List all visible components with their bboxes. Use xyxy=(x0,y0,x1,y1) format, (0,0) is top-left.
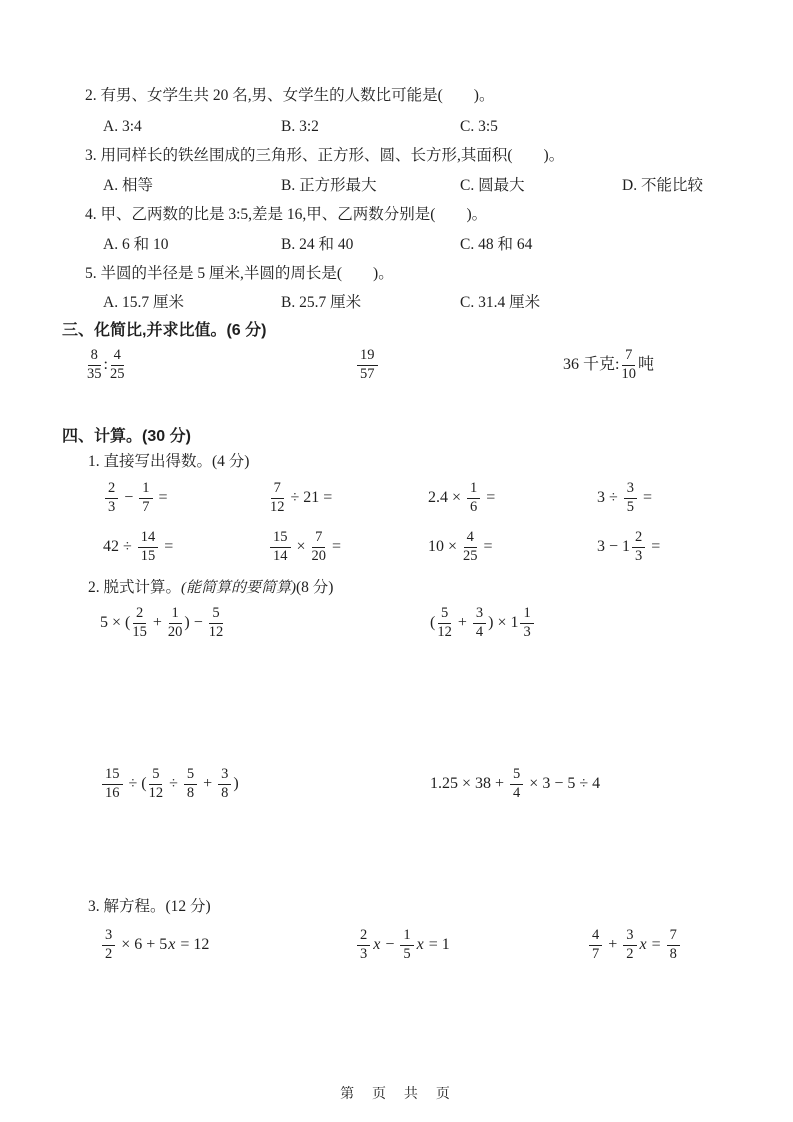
fraction xyxy=(132,606,147,641)
equation-item-1: $\frac{3}{2}$ × 6 + 5x = 12 xyxy=(100,923,209,967)
fraction xyxy=(632,530,645,565)
fraction xyxy=(209,606,224,641)
fraction-denominator: 12 xyxy=(208,624,224,641)
calc-item-4: 3 ÷ $\frac{3}{5}$ = xyxy=(597,479,653,516)
question-2-options xyxy=(0,117,793,139)
fraction xyxy=(357,928,370,963)
fraction-numerator: 14 xyxy=(138,530,159,548)
fraction-denominator: 7 xyxy=(592,946,600,963)
calc-item-5: 42 ÷ $\frac{14}{15}$ = xyxy=(103,528,174,565)
question-4-options xyxy=(0,235,793,257)
fraction-denominator: 3 xyxy=(360,946,368,963)
fraction xyxy=(270,530,291,565)
fraction xyxy=(437,606,452,641)
fraction-denominator: 5 xyxy=(626,499,635,516)
question-5-options xyxy=(0,293,793,315)
variable-x: x xyxy=(168,936,176,953)
fraction xyxy=(149,767,164,802)
fraction-numerator: 2 xyxy=(105,481,118,499)
variable-x: x xyxy=(639,936,647,953)
option-b: B. 正方形最大 xyxy=(281,177,377,194)
page-footer: 第 页 共 页 xyxy=(340,1085,453,1101)
ratio-item-3: 36 千克: $\frac{7}{10}$ 吨 xyxy=(563,346,654,383)
fraction xyxy=(400,928,413,963)
fraction xyxy=(168,606,183,641)
fraction-denominator: 15 xyxy=(132,624,147,641)
option-b: B. 3:2 xyxy=(281,118,319,135)
question-5-text: 5. 半圆的半径是 5 厘米,半圆的周长是( )。 xyxy=(85,265,394,282)
fraction xyxy=(312,530,327,565)
fraction-numerator: 3 xyxy=(218,767,231,785)
fraction-denominator: 20 xyxy=(167,624,183,641)
fraction-numerator: 5 xyxy=(149,767,162,785)
option-c: C. 3:5 xyxy=(460,118,498,135)
fraction-numerator: 4 xyxy=(589,928,602,946)
fraction-numerator: 1 xyxy=(520,606,533,624)
fraction xyxy=(110,348,125,383)
fraction xyxy=(473,606,486,641)
fraction-numerator: 1 xyxy=(139,481,152,499)
fraction-denominator: 8 xyxy=(221,785,229,802)
option-a: A. 3:4 xyxy=(103,118,142,135)
fraction-denominator: 4 xyxy=(475,624,484,641)
option-c: C. 31.4 厘米 xyxy=(460,294,541,311)
fraction xyxy=(218,767,231,802)
sub2-heading-note: (能简算的要简算) xyxy=(181,580,297,596)
fraction-denominator: 25 xyxy=(463,548,478,565)
fraction xyxy=(589,928,602,963)
fraction-numerator: 5 xyxy=(209,606,222,624)
tuoshi-item-1: 5 × ( $\frac{2}{15}$ + $\frac{1}{20}$ ) − $\frac{5}{12}$ xyxy=(100,604,224,641)
fraction-denominator: 3 xyxy=(523,624,531,641)
fraction xyxy=(621,348,636,383)
variable-x: x xyxy=(416,936,424,953)
fraction-numerator: 3 xyxy=(624,481,637,499)
fraction-denominator: 2 xyxy=(105,946,113,963)
fraction-denominator: 8 xyxy=(186,785,195,802)
tuoshi-item-4: 1.25 × 38 + $\frac{5}{4}$ × 3 − 5 ÷ 4 xyxy=(430,765,601,802)
fraction-denominator: 6 xyxy=(470,499,478,516)
fraction-denominator: 12 xyxy=(148,785,164,802)
sub2-heading-score: (8 分) xyxy=(296,579,334,596)
fraction-numerator: 3 xyxy=(473,606,486,624)
option-b: B. 24 和 40 xyxy=(281,236,354,253)
fraction xyxy=(184,767,197,802)
fraction-denominator: 2 xyxy=(626,946,634,963)
fraction xyxy=(357,348,378,383)
fraction-denominator: 3 xyxy=(108,499,116,516)
fraction xyxy=(624,481,637,516)
fraction xyxy=(467,481,480,516)
fraction-numerator: 1 xyxy=(400,928,413,946)
option-c: C. 圆最大 xyxy=(460,177,525,194)
fraction xyxy=(138,530,159,565)
fraction-numerator: 2 xyxy=(632,530,645,548)
fraction-denominator: 35 xyxy=(87,366,102,383)
equation-item-3: $\frac{4}{7}$ + $\frac{3}{2}$ x = $\frac{7}{8}$ xyxy=(587,923,682,967)
sub2-heading xyxy=(88,578,333,598)
option-a: A. 6 和 10 xyxy=(103,236,169,253)
question-2-text: 2. 有男、女学生共 20 名,男、女学生的人数比可能是( )。 xyxy=(85,87,495,104)
fraction-numerator: 4 xyxy=(464,530,477,548)
ratio-item-2 xyxy=(355,343,380,387)
calc-item-8: 3 − 1 $\frac{2}{3}$ = xyxy=(597,528,661,565)
fraction-denominator: 57 xyxy=(360,366,375,383)
fraction-numerator: 19 xyxy=(357,348,378,366)
question-4-text: 4. 甲、乙两数的比是 3:5,差是 16,甲、乙两数分别是( )。 xyxy=(85,206,488,223)
calc-item-7: 10 × $\frac{4}{25}$ = xyxy=(428,528,493,565)
question-3-text: 3. 用同样长的铁丝围成的三角形、正方形、圆、长方形,其面积( )。 xyxy=(85,147,565,164)
fraction-numerator: 5 xyxy=(184,767,197,785)
fraction-denominator: 20 xyxy=(311,548,327,565)
fraction-numerator: 2 xyxy=(133,606,146,624)
calc-item-1: $\frac{2}{3}$ − $\frac{1}{7}$ = xyxy=(103,476,168,520)
section-3-heading: 三、化简比,并求比值。(6 分) xyxy=(62,322,267,339)
fraction-numerator: 3 xyxy=(102,928,115,946)
fraction-denominator: 10 xyxy=(621,366,636,383)
fraction-numerator: 1 xyxy=(169,606,182,624)
sub1-heading: 1. 直接写出得数。(4 分) xyxy=(88,453,250,470)
fraction-numerator: 7 xyxy=(667,928,680,946)
fraction-denominator: 25 xyxy=(109,366,125,383)
fraction xyxy=(667,928,680,963)
section-4-heading: 四、计算。(30 分) xyxy=(62,428,191,445)
question-3-options xyxy=(0,176,793,198)
option-a: A. 相等 xyxy=(103,177,153,194)
tuoshi-item-2: ( $\frac{5}{12}$ + $\frac{3}{4}$ ) × 1 $\frac{1}{3}$ xyxy=(430,601,536,645)
fraction-denominator: 14 xyxy=(273,548,288,565)
fraction-denominator: 3 xyxy=(635,548,643,565)
fraction-numerator: 2 xyxy=(357,928,370,946)
ratio-item-1: $\frac{8}{35}$ : $\frac{4}{25}$ xyxy=(87,346,125,383)
option-d: D. 不能比较 xyxy=(622,177,703,194)
tuoshi-item-3: $\frac{15}{16}$ ÷ ( $\frac{5}{12}$ ÷ $\frac{5}{8}$ + $\frac{3}{8}$ ) xyxy=(100,762,239,806)
fraction-denominator: 12 xyxy=(270,499,285,516)
option-b: B. 25.7 厘米 xyxy=(281,294,362,311)
fraction-numerator: 15 xyxy=(102,767,123,785)
fraction-numerator: 15 xyxy=(270,530,291,548)
fraction xyxy=(463,530,478,565)
fraction xyxy=(87,348,102,383)
fraction-denominator: 8 xyxy=(669,946,677,963)
fraction-numerator: 7 xyxy=(271,481,284,499)
equation-item-2: $\frac{2}{3}$ x − $\frac{1}{5}$ x = 1 xyxy=(355,923,450,967)
fraction xyxy=(623,928,636,963)
calc-item-3: 2.4 × $\frac{1}{6}$ = xyxy=(428,479,496,516)
fraction xyxy=(139,481,152,516)
fraction-numerator: 7 xyxy=(312,530,325,548)
fraction-denominator: 4 xyxy=(513,785,521,802)
fraction-denominator: 5 xyxy=(403,946,411,963)
fraction-denominator: 7 xyxy=(142,499,150,516)
fraction xyxy=(102,767,123,802)
fraction-numerator: 8 xyxy=(88,348,101,366)
sub3-heading: 3. 解方程。(12 分) xyxy=(88,898,211,915)
fraction-denominator: 15 xyxy=(140,548,156,565)
fraction xyxy=(520,606,533,641)
variable-x: x xyxy=(373,936,381,953)
fraction-denominator: 12 xyxy=(437,624,452,641)
fraction xyxy=(270,481,285,516)
sub2-heading-main: 2. 脱式计算。 xyxy=(88,579,182,596)
fraction-numerator: 5 xyxy=(438,606,451,624)
calc-item-6: $\frac{15}{14}$ × $\frac{7}{20}$ = xyxy=(268,525,341,569)
fraction-numerator: 7 xyxy=(622,348,635,366)
fraction-numerator: 3 xyxy=(623,928,636,946)
fraction-denominator: 16 xyxy=(105,785,120,802)
fraction-numerator: 1 xyxy=(467,481,480,499)
option-a: A. 15.7 厘米 xyxy=(103,294,184,311)
calc-item-2: $\frac{7}{12}$ ÷ 21 = xyxy=(270,479,333,516)
fraction xyxy=(105,481,118,516)
fraction xyxy=(510,767,523,802)
fraction-numerator: 4 xyxy=(111,348,124,366)
option-c: C. 48 和 64 xyxy=(460,236,533,253)
fraction-numerator: 5 xyxy=(510,767,523,785)
fraction xyxy=(102,928,115,963)
